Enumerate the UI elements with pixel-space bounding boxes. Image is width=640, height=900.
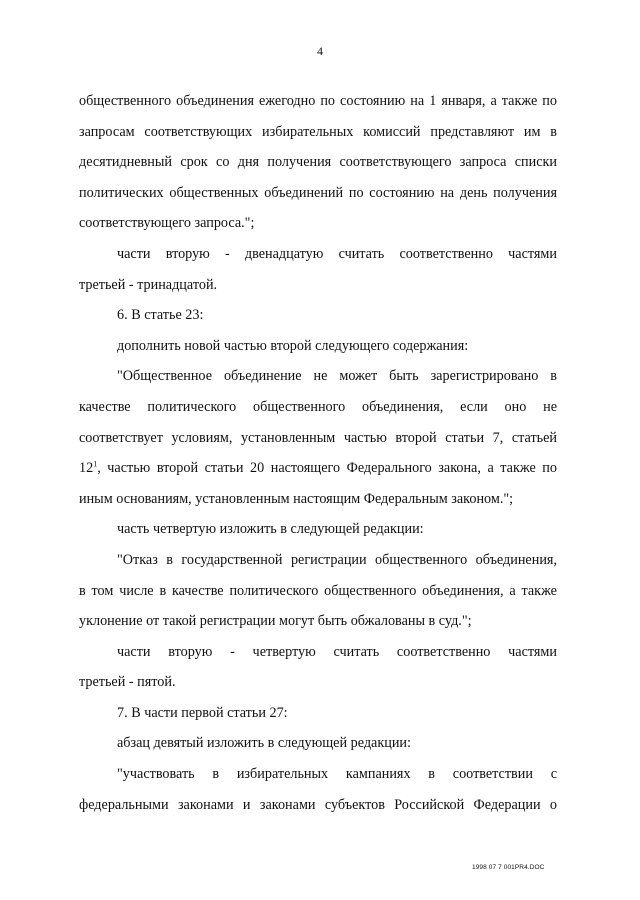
paragraph-instruction: абзац девятый изложить в следующей редакции: — [117, 735, 411, 752]
paragraph-quoted-amendment — [79, 361, 557, 514]
paragraph-continuation — [79, 86, 557, 239]
paragraph-quoted-refusal — [79, 545, 557, 637]
text-line: иным основаниям, установленным настоящим Федеральным законом."; — [79, 490, 514, 507]
text-line — [79, 453, 557, 484]
paragraph-quoted-participation — [79, 759, 557, 820]
paragraph-renumber-parts — [79, 239, 557, 300]
text-fragment: , частью второй статьи 20 настоящего Федерального закона, а также по — [97, 460, 557, 477]
text-line: в том числе в качестве политического общественного объединения, а также — [79, 582, 557, 599]
text-line: "Общественное объединение не может быть зарегистрировано в — [117, 368, 557, 385]
paragraph-instruction: часть четвертую изложить в следующей редакции: — [117, 521, 424, 538]
text-line: качестве политического общественного объединения, если оно не — [79, 398, 557, 415]
paragraph-instruction: дополнить новой частью второй следующего содержания: — [117, 337, 469, 354]
document-body — [79, 86, 557, 820]
article-superscript: 1 — [93, 459, 98, 469]
text-line: третьей - пятой. — [79, 674, 176, 691]
text-line: третьей - тринадцатой. — [79, 276, 218, 293]
section-heading: 7. В части первой статьи 27: — [117, 704, 288, 721]
article-number: 12 — [79, 460, 94, 477]
text-line: запросам соответствующих избирательных комиссий представляют им в — [79, 123, 557, 140]
paragraph-renumber-parts — [79, 637, 557, 698]
page-number: 4 — [317, 44, 323, 58]
text-line: десятидневный срок со дня получения соответствующего запроса списки — [79, 154, 557, 171]
text-line: части вторую - двенадцатую считать соответственно частями — [117, 245, 557, 262]
section-heading: 6. В статье 23: — [117, 307, 204, 324]
text-line: политических общественных объединений по состоянию на день получения — [79, 184, 557, 201]
text-line: соответствует условиям, установленным частью второй статьи 7, статьей — [79, 429, 557, 446]
text-line: "участвовать в избирательных кампаниях в соответствии с — [117, 766, 557, 783]
text-line: уклонение от такой регистрации могут быть обжалованы в суд."; — [79, 613, 472, 630]
footer-file-code: 1998 07 7 001PR4.DOC — [472, 864, 545, 871]
text-line: части вторую - четвертую считать соответственно частями — [117, 643, 557, 660]
text-line: соответствующего запроса."; — [79, 215, 255, 232]
text-line: федеральными законами и законами субъектов Российской Федерации о — [79, 796, 557, 813]
text-line: общественного объединения ежегодно по состоянию на 1 января, а также по — [79, 93, 557, 109]
text-line: "Отказ в государственной регистрации общественного объединения, — [117, 551, 557, 568]
